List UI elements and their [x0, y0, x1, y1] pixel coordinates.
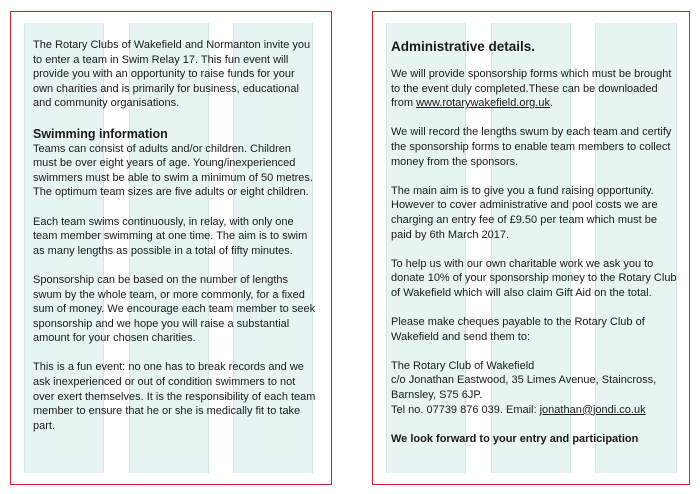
- swimming-information-heading: Swimming information: [33, 126, 168, 141]
- aim-paragraph: The main aim is to give you a fund raising opportunity. However to cover administrative and pool costs we are charging an entry fee of £9.50 per team which must be paid by 6th March 2017.: [391, 184, 658, 241]
- intro-paragraph: The Rotary Clubs of Wakefield and Normanton invite you to enter a team in Swim Relay 17. This fun event will provide you with an opportunity to raise funds for your own charities and is primarily for business, educational and community organisations.: [33, 39, 311, 110]
- email-link[interactable]: jonathan@jondi.co.uk: [539, 403, 646, 416]
- forms-paragraph: [391, 67, 679, 111]
- forms-end: .: [549, 97, 554, 110]
- telephone-text: Tel no. 07739 876 039. Email:: [391, 403, 540, 416]
- fun-event-paragraph: This is a fun event: no one has to break records and we ask inexperienced or out of condition swimmers to not over exert themselves. It is the responsibility of each team member to ensure that he or she is medically fit to take part.: [33, 361, 316, 432]
- right-page: [372, 11, 690, 485]
- left-page: [10, 11, 332, 485]
- right-page-content: [391, 38, 679, 446]
- teams-paragraph: Teams can consist of adults and/or children. Children must be over eight years of age. Young/inexperienced swimmers must be able to swim a minimum of 50 metres. The optimum team sizes are five adults or eight children.: [33, 142, 313, 199]
- address-block: [391, 359, 679, 417]
- address-line: The Rotary Club of Wakefield: [391, 359, 535, 372]
- administrative-details-heading: Administrative details.: [391, 39, 536, 54]
- record-paragraph: We will record the lengths swum by each team and certify the sponsorship forms to enable team members to collect money from the sponsors.: [391, 126, 672, 168]
- address-line: c/o Jonathan Eastwood, 35 Limes Avenue, Staincross, Barnsley, S75 6JP.: [391, 374, 657, 402]
- relay-paragraph: Each team swims continuously, in relay, with only one team member swimming at one time. The aim is to swim as many lengths as possible in a total of fifty minutes.: [33, 215, 308, 257]
- website-link[interactable]: www.rotarywakefield.org.uk: [416, 97, 550, 110]
- forms-text: We will provide sponsorship forms which must be brought to the event duly completed.These can be downloaded from: [391, 68, 672, 110]
- cheques-paragraph: Please make cheques payable to the Rotary Club of Wakefield and send them to:: [391, 316, 645, 343]
- donate-paragraph: To help us with our own charitable work we ask you to donate 10% of your sponsorship money to the Rotary Club of Wakefield which will also claim Gift Aid on the total.: [391, 257, 677, 299]
- left-page-content: [33, 38, 317, 433]
- sponsorship-paragraph: Sponsorship can be based on the number of lengths swum by the whole team, or more commonly, for a fixed sum of money. We encourage each team member to seek sponsorship and we hope you will raise a substantial amount for your chosen charities.: [33, 273, 316, 345]
- closing-line: We look forward to your entry and participation: [391, 432, 639, 445]
